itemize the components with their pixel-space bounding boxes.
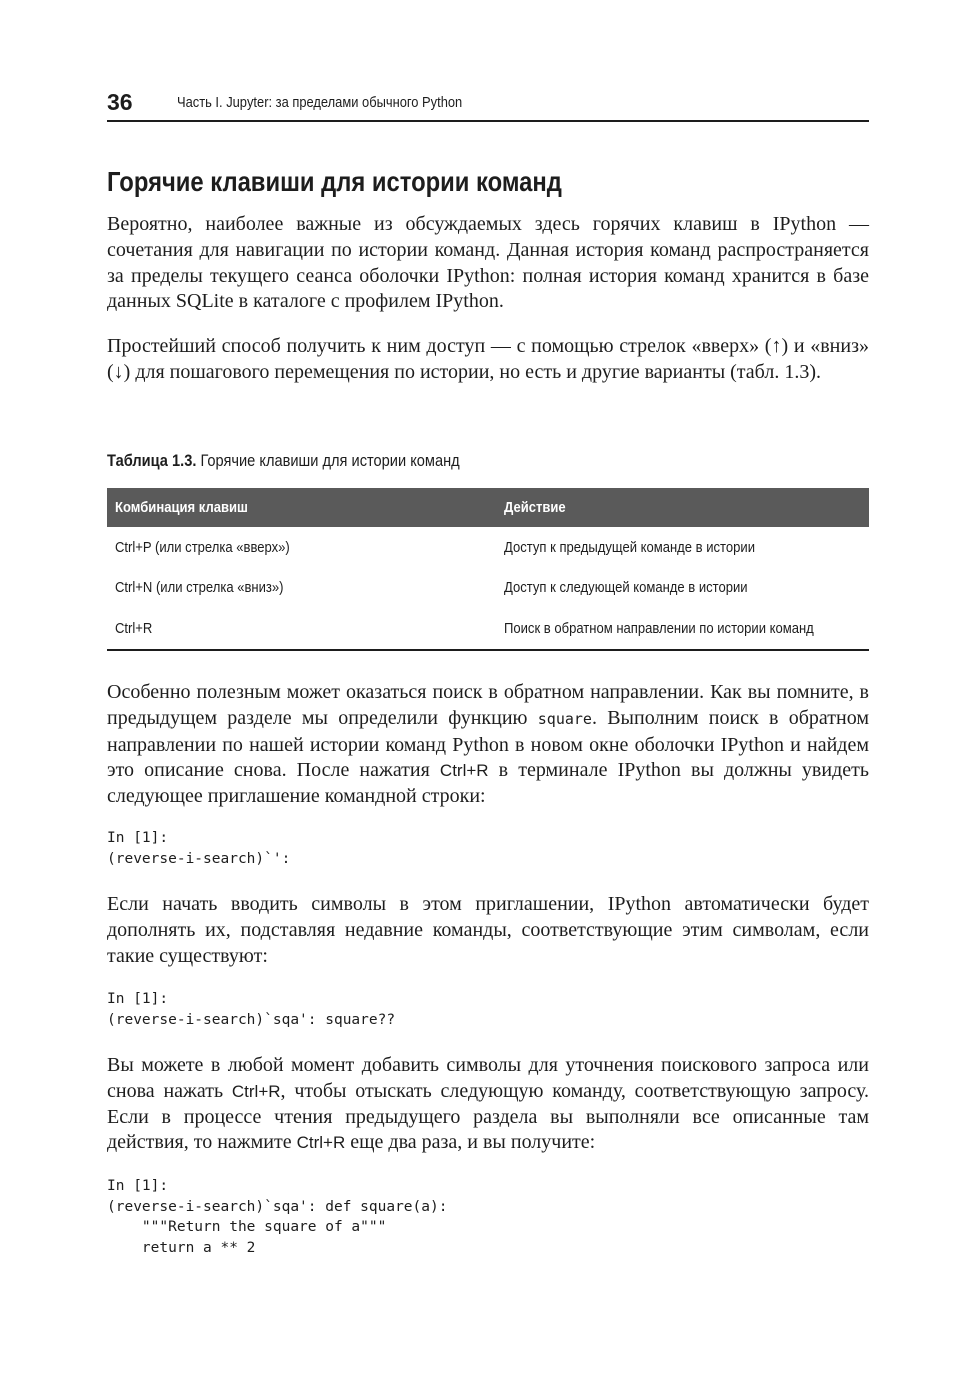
paragraph-refine-search: Вы можете в любой момент добавить символы для уточнения поискового запроса или снова нажать Ctrl+R, чтобы отыскать следующую команду, соответствующую запросу. Если в процессе чтения предыдущего раздела вы выполняли все описанные там действия, то нажмите Ctrl+R еще два раза, и вы получите: bbox=[107, 1054, 869, 1154]
table-row bbox=[107, 608, 869, 650]
table-header-row bbox=[107, 488, 869, 527]
section-title: Горячие клавиши для истории команд bbox=[107, 166, 562, 197]
table-cell-action: Доступ к следующей команде в истории bbox=[504, 579, 748, 597]
code-block-prompt: In [1]: (reverse-i-search)`': bbox=[107, 830, 291, 867]
code-block-def-square: In [1]: (reverse-i-search)`sqa': def square(a): """Return the square of a""" return a ** 2 bbox=[107, 1178, 448, 1256]
table-caption-label: Таблица 1.3. bbox=[107, 451, 197, 470]
table-cell-action: Поиск в обратном направлении по истории команд bbox=[496, 608, 869, 650]
table-caption bbox=[107, 449, 460, 473]
table-cell-keys: Ctrl+P (или стрелка «вверх») bbox=[115, 538, 290, 556]
paragraph-arrows: Простейший способ получить к ним доступ — с помощью стрелок «вверх» (↑) и «вниз» (↓) для пошагового перемещения по истории, но есть и другие варианты (табл. 1.3). bbox=[107, 335, 869, 383]
paragraph-intro: Вероятно, наиболее важные из обсуждаемых здесь горячих клавиш в IPython — сочетания для навигации по истории команд. Данная история команд распространяется за пределы текущего сеанса оболочки IPython: полная история команд хранится в базе данных SQLite в каталоге с профилем IPython. bbox=[107, 213, 869, 313]
code-block-search-sqa: In [1]: (reverse-i-search)`sqa': square?? bbox=[107, 991, 396, 1028]
table-header-keys: Комбинация клавиш bbox=[107, 488, 496, 527]
table-header-action: Действие bbox=[496, 488, 869, 527]
page-number: 36 bbox=[107, 89, 133, 115]
table-cell-keys: Ctrl+R bbox=[107, 608, 496, 650]
kbd-ctrl-r: Ctrl+R bbox=[231, 1081, 281, 1101]
inline-code-square: square bbox=[537, 709, 592, 728]
kbd-ctrl-r: Ctrl+R bbox=[439, 761, 489, 781]
running-header bbox=[107, 88, 869, 122]
paragraph-reverse-search: Особенно полезным может оказаться поиск в обратном направлении. Как вы помните, в предыдущем разделе мы определили функцию square. Выполним поиск в обратном направлении по нашей истории команд Python в новом окне оболочки IPython и найдем это описание снова. После нажатия Ctrl+R в терминале IPython вы должны увидеть следующее приглашение командной строки: bbox=[107, 681, 869, 808]
paragraph-autocomplete: Если начать вводить символы в этом приглашении, IPython автоматически будет дополнять их, подставляя недавние команды, соответствующие этим символам, если такие существуют: bbox=[107, 893, 869, 967]
table-cell-action: Доступ к предыдущей команде в истории bbox=[504, 538, 755, 556]
kbd-ctrl-r: Ctrl+R bbox=[296, 1133, 346, 1153]
table-row bbox=[107, 568, 869, 609]
table-caption-text: Горячие клавиши для истории команд bbox=[196, 451, 460, 470]
hotkeys-table bbox=[107, 488, 869, 651]
table-cell-keys: Ctrl+N (или стрелка «вниз») bbox=[115, 579, 284, 597]
running-title: Часть I. Jupyter: за пределами обычного Python bbox=[177, 94, 463, 111]
table-row bbox=[107, 527, 869, 568]
